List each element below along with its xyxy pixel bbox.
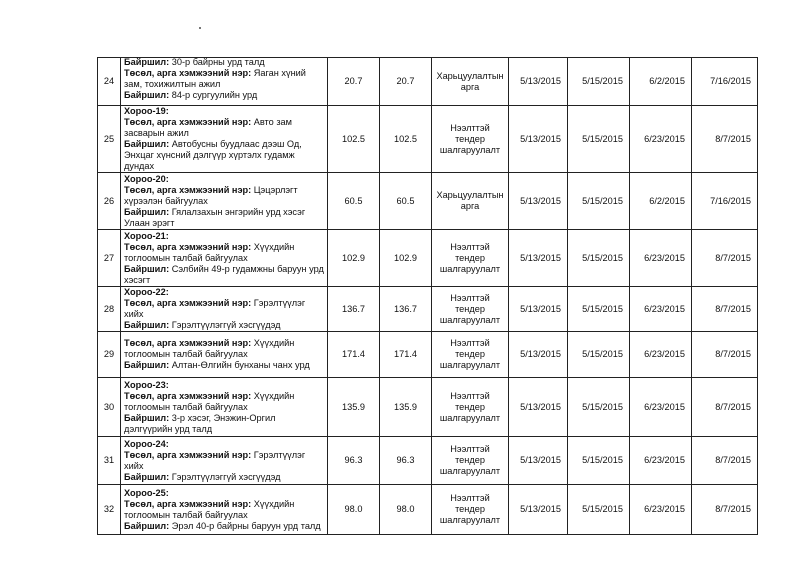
procurement-method: Нээлттэй тендер шалгаруулалт [432,230,509,287]
projects-table-wrap [97,57,758,535]
table-row [98,332,758,378]
table-row [98,485,758,535]
date-announce: 5/13/2015 [509,287,568,332]
project-name-line: Төсөл, арга хэмжээний нэр: Гэрэлтүүлэг хийх [124,298,306,319]
project-description [121,58,328,106]
date-contract: 6/23/2015 [630,106,692,173]
row-number: 28 [98,287,121,332]
date-complete: 7/16/2015 [692,173,758,230]
row-number: 29 [98,332,121,378]
procurement-method: Нээлттэй тендер шалгаруулалт [432,106,509,173]
date-announce: 5/13/2015 [509,173,568,230]
table-row [98,106,758,173]
district-heading: Хороо-21: [124,230,169,241]
project-name-line: Төсөл, арга хэмжээний нэр: Гэрэлтүүлэг хийх [124,449,306,471]
project-description [121,230,328,287]
district-heading: Хороо-22: [124,287,169,297]
district-heading: Хороо-20: [124,173,169,184]
project-name-line: Төсөл, арга хэмжээний нэр: Хүүхдийн тоглоомын талбай байгуулах [124,338,295,359]
project-name-line: Төсөл, арга хэмжээний нэр: Авто зам засварын ажил [124,117,292,138]
table-row [98,287,758,332]
row-number: 25 [98,106,121,173]
date-contract: 6/23/2015 [630,230,692,287]
date-announce: 5/13/2015 [509,437,568,485]
table-row [98,58,758,106]
date-open: 5/15/2015 [568,332,630,378]
project-description [121,287,328,332]
district-heading: Хороо-19: [124,106,169,116]
date-announce: 5/13/2015 [509,485,568,535]
clipped-location-line: Байршил: 30-р байрны урд талд [124,57,265,67]
contract-value: 102.9 [380,230,432,287]
contract-value: 135.9 [380,378,432,437]
location-line: Байршил: Сэлбийн 49-р гудамжны баруун урд хэсэгт [124,263,324,285]
procurement-method: Харьцуулалтын арга [432,173,509,230]
row-number: 27 [98,230,121,287]
budget-value: 171.4 [328,332,380,378]
budget-value: 96.3 [328,437,380,485]
date-complete: 8/7/2015 [692,230,758,287]
location-line: Байршил: Гялалзахын энгэрийн урд хэсэг Улаан эрэгт [124,206,306,228]
date-contract: 6/23/2015 [630,332,692,378]
project-name-line: Төсөл, арга хэмжээний нэр: Цэцэрлэгт хүрээлэн байгуулах [124,184,298,206]
table-row [98,230,758,287]
row-number: 32 [98,485,121,535]
date-announce: 5/13/2015 [509,230,568,287]
project-description [121,173,328,230]
location-line: Байршил: Гэрэлтүүлэггүй хэсгүүдэд [124,320,281,330]
location-line: Байршил: 84-р сургуулийн урд [124,89,258,100]
budget-value: 20.7 [328,58,380,106]
row-number: 24 [98,58,121,106]
row-number: 31 [98,437,121,485]
procurement-method: Нээлттэй тендер шалгаруулалт [432,332,509,378]
contract-value: 171.4 [380,332,432,378]
date-contract: 6/23/2015 [630,287,692,332]
date-complete: 8/7/2015 [692,378,758,437]
date-announce: 5/13/2015 [509,58,568,106]
contract-value: 136.7 [380,287,432,332]
project-description [121,106,328,173]
date-complete: 8/7/2015 [692,106,758,173]
date-contract: 6/23/2015 [630,378,692,437]
date-open: 5/15/2015 [568,230,630,287]
contract-value: 98.0 [380,485,432,535]
date-complete: 7/16/2015 [692,58,758,106]
date-open: 5/15/2015 [568,378,630,437]
date-complete: 8/7/2015 [692,485,758,535]
location-line: Байршил: Гэрэлтүүлэггүй хэсгүүдэд [124,471,281,482]
table-row [98,378,758,437]
project-description [121,332,328,378]
budget-value: 102.9 [328,230,380,287]
contract-value: 60.5 [380,173,432,230]
project-description [121,437,328,485]
procurement-method: Нээлттэй тендер шалгаруулалт [432,287,509,332]
date-complete: 8/7/2015 [692,437,758,485]
budget-value: 98.0 [328,485,380,535]
date-open: 5/15/2015 [568,287,630,332]
date-open: 5/15/2015 [568,485,630,535]
date-contract: 6/23/2015 [630,485,692,535]
project-description [121,485,328,535]
budget-value: 60.5 [328,173,380,230]
location-line: Байршил: 3-р хэсэг, Энэжин-Оргил дэлгүүрийн урд талд [124,412,276,434]
date-complete: 8/7/2015 [692,287,758,332]
project-name-line: Төсөл, арга хэмжээний нэр: Хүүхдийн тоглоомын талбай байгуулах [124,241,295,263]
procurement-method: Нээлттэй тендер шалгаруулалт [432,378,509,437]
contract-value: 20.7 [380,58,432,106]
budget-value: 136.7 [328,287,380,332]
project-name-line: Төсөл, арга хэмжээний нэр: Яаган хүний зам, тохижилтын ажил [124,67,306,89]
projects-table [97,57,758,535]
district-heading: Хороо-23: [124,379,169,390]
budget-value: 102.5 [328,106,380,173]
table-row [98,437,758,485]
date-announce: 5/13/2015 [509,378,568,437]
table-row [98,173,758,230]
procurement-method: Нээлттэй тендер шалгаруулалт [432,437,509,485]
district-heading: Хороо-24: [124,438,169,449]
date-contract: 6/2/2015 [630,173,692,230]
date-complete: 8/7/2015 [692,332,758,378]
project-name-line: Төсөл, арга хэмжээний нэр: Хүүхдийн тоглоомын талбай байгуулах [124,498,295,520]
scan-speck [199,27,201,29]
budget-value: 135.9 [328,378,380,437]
contract-value: 96.3 [380,437,432,485]
date-open: 5/15/2015 [568,106,630,173]
projects-table-body [98,58,758,535]
procurement-method: Харьцуулалтын арга [432,58,509,106]
location-line: Байршил: Автобусны буудлаас дээш Од, Энхцаг хүнсний дэлгүүр хүртэлх гудамж дундах [124,139,302,171]
procurement-method: Нээлттэй тендер шалгаруулалт [432,485,509,535]
date-open: 5/15/2015 [568,437,630,485]
row-number: 26 [98,173,121,230]
row-number: 30 [98,378,121,437]
date-announce: 5/13/2015 [509,106,568,173]
contract-value: 102.5 [380,106,432,173]
date-announce: 5/13/2015 [509,332,568,378]
date-contract: 6/23/2015 [630,437,692,485]
location-line: Байршил: Алтан-Өлгийн бунханы чанх урд [124,360,310,370]
date-contract: 6/2/2015 [630,58,692,106]
date-open: 5/15/2015 [568,58,630,106]
project-name-line: Төсөл, арга хэмжээний нэр: Хүүхдийн тоглоомын талбай байгуулах [124,390,295,412]
location-line: Байршил: Эрэл 40-р байрны баруун урд талд [124,520,321,531]
project-description [121,378,328,437]
district-heading: Хороо-25: [124,487,169,498]
date-open: 5/15/2015 [568,173,630,230]
